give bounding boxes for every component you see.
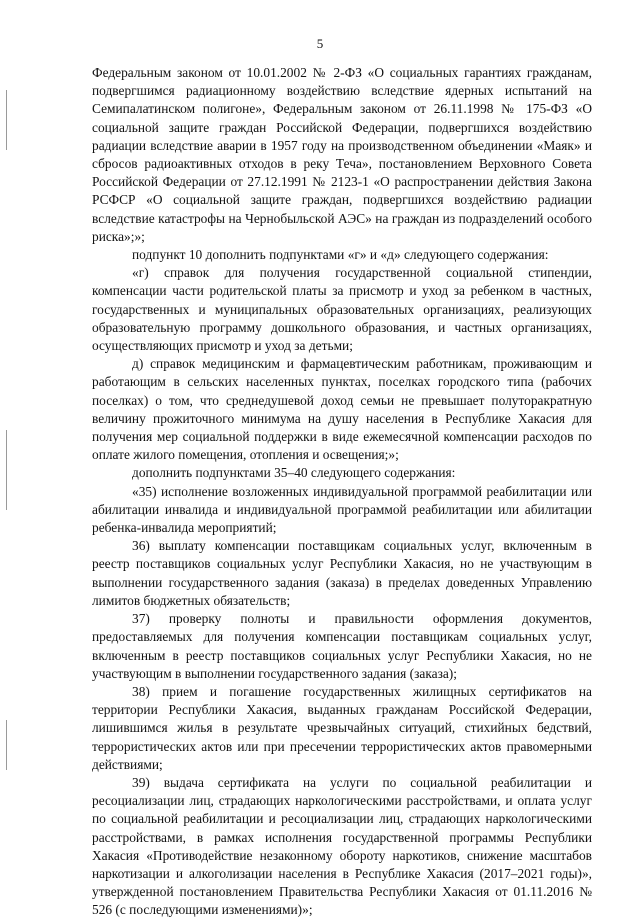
- paragraph-item-g: «г) справок для получения государственной социальной стипендии, компенсации части родительской платы за присмотр и уход за ребенком в частных, государственных и муниципальных образовательных организациях, реализующих образовательную программу дошкольного образования, и частных организациях, осуществляющих присмотр и уход за детьми;: [92, 265, 592, 354]
- paragraph-subpoint-10: подпункт 10 дополнить подпунктами «г» и «д» следующего содержания:: [132, 247, 549, 263]
- paragraph-add-35-40: дополнить подпунктами 35–40 следующего содержания:: [132, 465, 456, 481]
- scan-edge-mark: [6, 720, 7, 770]
- paragraph-item-38: 38) прием и погашение государственных жилищных сертификатов на территории Республики Хакасия, выданных гражданам Российской Федерации, лишившимся жилья в результате чрезвычайных ситуаций, стихийных бедствий, террористических актов или при пресечении террористических актов правомерными действиями;: [92, 683, 592, 772]
- paragraph-item-39: 39) выдача сертификата на услуги по социальной реабилитации и ресоциализации лиц, страдающих наркологическими расстройствами, и оплата услуг по социальной реабилитации и ресоциализации лиц, страдающих наркологическими расстройствами, в рамках исполнения государственной программы Республики Хакасия «Противодействие незаконному обороту наркотиков, снижение масштабов наркотизации и алкоголизации населения в Республике Хакасия (2017–2021 годы)», утвержденной постановлением Правительства Республики Хакасия от 01.11.2016 № 526 (с последующими изменениями)»;: [92, 774, 592, 918]
- document-body: [92, 64, 592, 920]
- paragraph-item-37: 37) проверку полноты и правильности оформления документов, предоставляемых для получения компенсации поставщикам социальных услуг, включенным в реестр поставщиков социальных услуг Республики Хакасия, но не участвующим в выполнении государственного задания (заказа);: [92, 611, 592, 681]
- page-number: 5: [316, 36, 324, 51]
- paragraph-item-d: д) справок медицинским и фармацевтическим работникам, проживающим и работающим в сельских населенных пунктах, поселках городского типа (рабочих поселках) о том, что среднедушевой доход семьи не превышает полуторакратную величину прожиточного минимума на душу населения в Республике Хакасия для получения мер социальной поддержки в виде ежемесячной компенсации расходов по оплате жилого помещения, отопления и освещения;»;: [92, 356, 592, 463]
- paragraph-continuation: Федеральным законом от 10.01.2002 № 2-ФЗ «О социальных гарантиях гражданам, подвергшимся радиационному воздействию вследствие ядерных испытаний на Семипалатинском полигоне», Федеральным законом от 26.11.1998 № 175-ФЗ «О социальной защите граждан Российской Федерации, подвергшихся воздействию радиации вследствие аварии в 1957 году на производственном объединении «Маяк» и сбросов радиоактивных отходов в реку Теча», постановлением Верховного Совета Российской Федерации от 27.12.1991 № 2123-1 «О распространении действия Закона РСФСР «О социальной защите граждан, подвергшихся воздействию радиации вследствие катастрофы на Чернобыльской АЭС» на граждан из подразделений особого риска»;»;: [92, 65, 592, 244]
- scan-edge-mark: [6, 430, 7, 510]
- paragraph-item-36: 36) выплату компенсации поставщикам социальных услуг, включенным в реестр поставщиков социальных услуг Республики Хакасия, но не участвующим в выполнении государственного задания (заказа) в пределах доведенных Управлению лимитов бюджетных обязательств;: [92, 538, 592, 608]
- paragraph-item-35: «35) исполнение возложенных индивидуальной программой реабилитации или абилитации инвалида и индивидуальной программой реабилитации или абилитации ребенка-инвалида мероприятий;: [92, 483, 592, 536]
- scan-edge-mark: [6, 90, 7, 150]
